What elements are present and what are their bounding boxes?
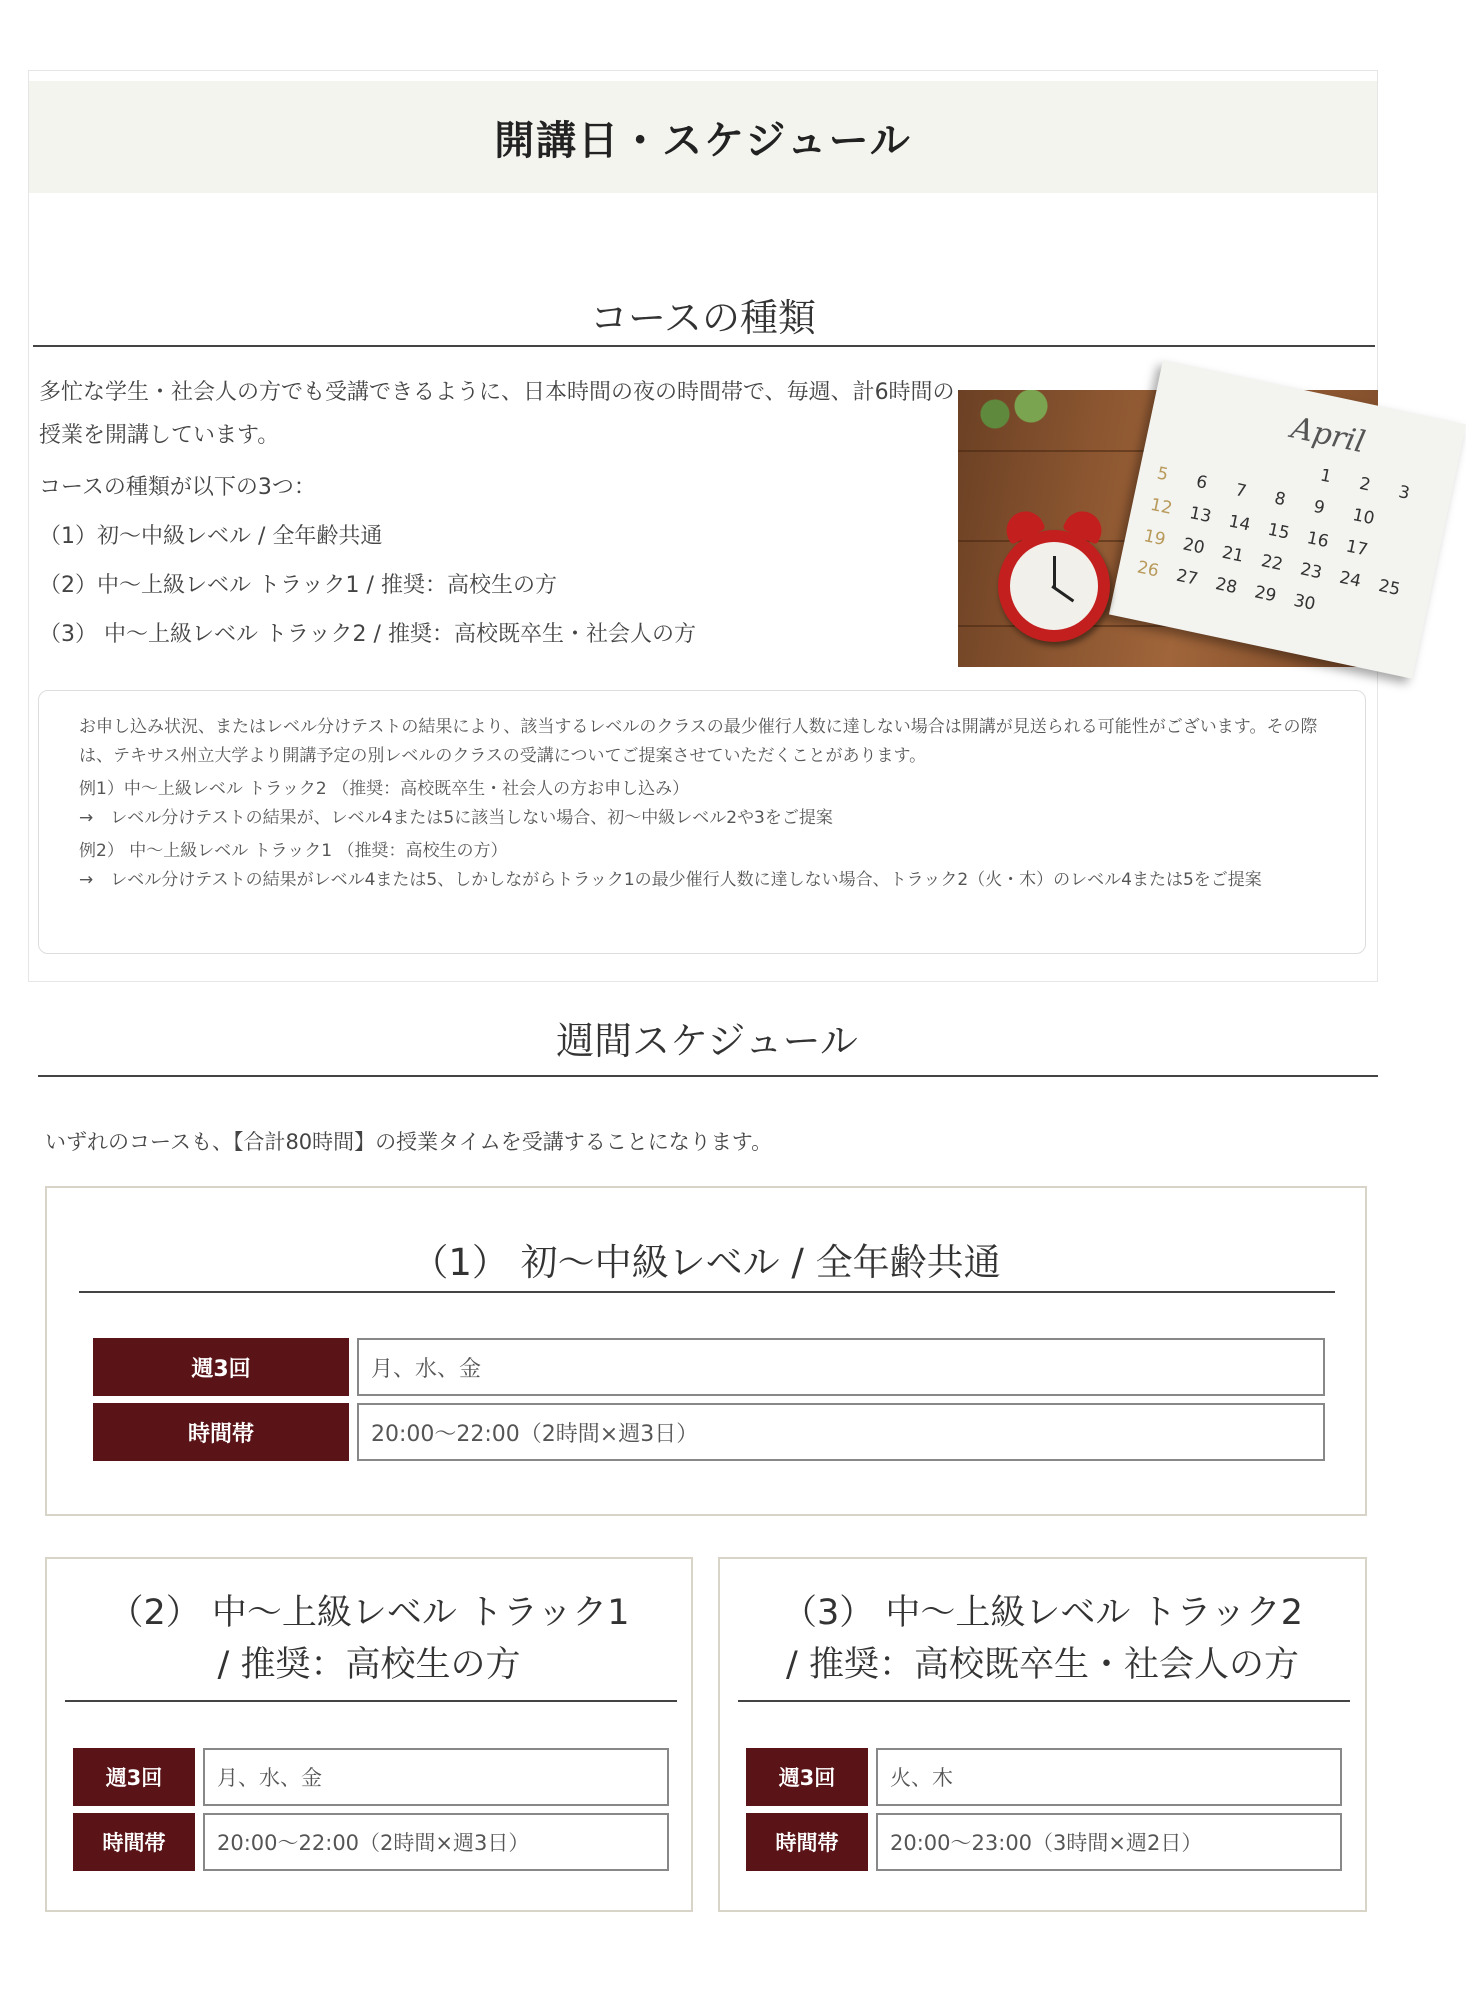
time-label: 時間帯 [746,1813,868,1871]
page-title: 開講日・スケジュール [494,117,912,164]
calendar-clock-photo [958,390,1412,667]
schedule-title-divider [738,1700,1350,1702]
notice-example-2: 例2） 中〜上級レベル トラック1 （推奨：高校生の方） [79,841,508,861]
calendar-day [1279,457,1322,485]
schedule-days-row [746,1748,1342,1806]
schedule-box-beginner [45,1186,1367,1516]
calendar-day: 21 [1220,542,1246,567]
schedule-time-row [93,1403,1325,1461]
schedule-time-row [73,1813,669,1871]
alarm-clock-icon [998,530,1110,642]
schedule-title [720,1587,1365,1691]
schedule-title-divider [79,1291,1335,1293]
time-label: 時間帯 [73,1813,195,1871]
schedule-days-row [93,1338,1325,1396]
schedule-title-line1: （3） 中〜上級レベル トラック2 [781,1593,1304,1633]
course-intro [39,371,959,659]
days-label: 週3回 [93,1338,349,1396]
course-item-1: （1）初〜中級レベル / 全年齢共通 [39,524,383,549]
calendar-day: 20 [1181,534,1207,559]
calendar-day [1240,449,1283,477]
calendar-day: 8 [1272,488,1288,511]
days-value: 月、水、金 [203,1748,669,1806]
calendar-day: 25 [1376,576,1403,601]
time-label: 時間帯 [93,1403,349,1461]
calendar-day: 1 [1318,465,1334,488]
days-label: 週3回 [746,1748,868,1806]
calendar-day: 15 [1265,519,1292,544]
time-value: 20:00〜22:00（2時間×週3日） [357,1403,1325,1461]
calendar-month: April [1288,410,1369,461]
weekly-subtitle: いずれのコースも、【合計80時間】の授業タイムを受講することになります。 [45,1130,773,1154]
notice-text: お申し込み状況、またはレベル分けテストの結果により、該当するレベルのクラスの最少催行人数に達しない場合は開講が見送られる可能性がございます。その際は、テキサス州立大学より開講予定の別レベルのクラスの受講についてご提案させていただくことがあります。 [79,717,1318,766]
intro-list-lead: コースの種類が以下の3つ： [39,475,316,500]
calendar-day: 10 [1350,505,1377,530]
calendar-day: 3 [1396,482,1412,504]
calendar-day: 7 [1233,480,1249,502]
schedule-title: （1） 初〜中級レベル / 全年齢共通 [411,1241,1001,1284]
course-item-2: （2）中〜上級レベル トラック1 / 推奨：高校生の方 [39,573,557,598]
notice-example-1: 例1）中〜上級レベル トラック2 （推奨：高校既卒生・社会人の方お申し込み） [79,779,690,799]
notice-example-2-result: → レベル分けテストの結果がレベル4または5、しかしながらトラック1の最少催行人数に達しない場合、トラック2（火・木）のレベル4または5をご提案 [79,870,1262,890]
calendar-image [1109,360,1466,679]
schedule-title-line2: / 推奨：高校既卒生・社会人の方 [786,1645,1299,1685]
heading-divider [33,345,1375,347]
days-label: 週3回 [73,1748,195,1806]
calendar-day: 16 [1305,528,1331,553]
plant-decoration [968,390,1058,430]
schedule-days-row [73,1748,669,1806]
notice-example-1-result: → レベル分けテストの結果が、レベル4または5に該当しない場合、初〜中級レベル2や3をご提案 [79,808,833,828]
schedule-box-track2 [718,1557,1367,1912]
calendar-day: 23 [1298,559,1324,584]
calendar-day: 5 [1155,463,1170,486]
schedule-title-divider [65,1700,677,1702]
course-types-heading: コースの種類 [589,296,817,340]
course-item-3: （3） 中〜上級レベル トラック2 / 推奨：高校既卒生・社会人の方 [39,622,696,647]
weekly-heading-divider [38,1075,1378,1077]
schedule-time-row [746,1813,1342,1871]
calendar-grid [1135,432,1449,637]
time-value: 20:00〜22:00（2時間×週3日） [203,1813,669,1871]
calendar-day [1370,607,1413,635]
schedule-title-line2: / 推奨：高校生の方 [217,1645,521,1685]
weekly-schedule-heading: 週間スケジュール [556,1019,858,1063]
calendar-day: 9 [1311,496,1327,519]
calendar-day: 14 [1226,511,1253,536]
schedule-title [47,1587,691,1691]
schedule-box-track1 [45,1557,693,1912]
calendar-day [1383,545,1426,573]
calendar-day [1331,599,1374,627]
intro-text: 多忙な学生・社会人の方でも受講できるように、日本時間の夜の時間帯で、毎週、計6時間の授業を開講しています。 [39,380,955,448]
calendar-day: 27 [1174,565,1200,590]
calendar-day: 17 [1344,536,1370,561]
calendar-day: 28 [1213,574,1239,599]
calendar-day [1162,432,1205,460]
calendar-day [1201,441,1244,469]
days-value: 月、水、金 [357,1338,1325,1396]
calendar-day: 22 [1259,551,1285,576]
time-value: 20:00〜23:00（3時間×週2日） [876,1813,1342,1871]
calendar-day: 12 [1148,494,1174,519]
title-band [29,81,1377,193]
calendar-day: 19 [1141,526,1168,551]
days-value: 火、木 [876,1748,1342,1806]
calendar-day: 29 [1252,582,1278,607]
schedule-title-line1: （2） 中〜上級レベル トラック1 [108,1593,630,1633]
notice-box [38,690,1366,954]
calendar-day: 6 [1194,471,1210,494]
calendar-day: 24 [1337,567,1363,592]
calendar-day [1390,513,1433,541]
calendar-day: 13 [1187,503,1214,528]
calendar-day: 30 [1291,590,1318,615]
calendar-day: 26 [1135,557,1161,582]
calendar-day: 2 [1357,473,1373,496]
